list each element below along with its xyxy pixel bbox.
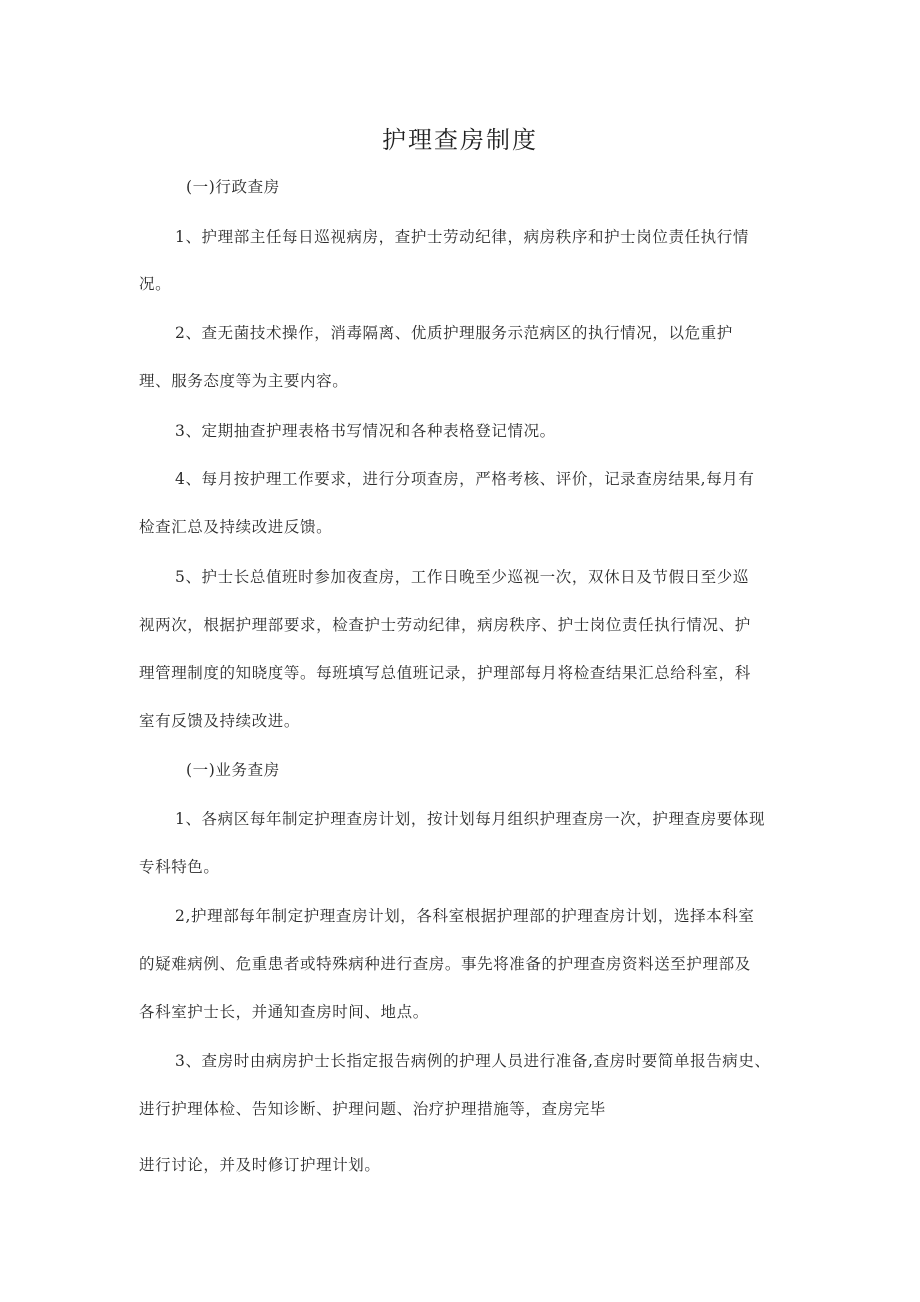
paragraph-line: 2、查无菌技术操作，消毒隔离、优质护理服务示范病区的执行情况，以危重护 bbox=[175, 324, 733, 342]
paragraph-line: 3、定期抽查护理表格书写情况和各种表格登记情况。 bbox=[175, 422, 556, 440]
paragraph-line: 理管理制度的知晓度等。每班填写总值班记录，护理部每月将检查结果汇总给科室，科 bbox=[139, 664, 751, 682]
paragraph-line: 况。 bbox=[139, 275, 172, 293]
paragraph-line: 3、查房时由病房护士长指定报告病例的护理人员进行准备,查房时要简单报告病史、 bbox=[175, 1052, 771, 1070]
paragraph-line: 进行护理体检、告知诊断、护理问题、治疗护理措施等，查房完毕 bbox=[139, 1100, 606, 1118]
document-title: 护理查房制度 bbox=[382, 126, 538, 154]
paragraph-line: 4、每月按护理工作要求，进行分项查房，严格考核、评价，记录查房结果,每月有 bbox=[175, 470, 755, 488]
paragraph-line: 检查汇总及持续改进反馈。 bbox=[139, 518, 333, 536]
paragraph-line: 各科室护士长，并通知查房时间、地点。 bbox=[139, 1003, 429, 1021]
section-heading-admin: (一)行政查房 bbox=[186, 178, 280, 196]
paragraph-line: 室有反馈及持续改进。 bbox=[139, 712, 301, 730]
section-heading-clinical: (一)业务查房 bbox=[186, 761, 280, 779]
paragraph-line: 视两次，根据护理部要求，检查护士劳动纪律，病房秩序、护士岗位责任执行情况、护 bbox=[139, 616, 751, 634]
paragraph-line: 理、服务态度等为主要内容。 bbox=[139, 372, 349, 390]
paragraph-line: 5、护士长总值班时参加夜查房，工作日晚至少巡视一次，双休日及节假日至少巡 bbox=[175, 568, 749, 586]
paragraph-line: 2,护理部每年制定护理查房计划，各科室根据护理部的护理查房计划，选择本科室 bbox=[175, 907, 755, 925]
paragraph-line: 的疑难病例、危重患者或特殊病种进行查房。事先将准备的护理查房资料送至护理部及 bbox=[139, 955, 751, 973]
paragraph-line: 1、各病区每年制定护理查房计划，按计划每月组织护理查房一次，护理查房要体现 bbox=[175, 810, 766, 828]
paragraph-line: 进行讨论，并及时修订护理计划。 bbox=[139, 1156, 381, 1174]
paragraph-line: 专科特色。 bbox=[139, 858, 220, 876]
paragraph-line: 1、护理部主任每日巡视病房，查护士劳动纪律，病房秩序和护士岗位责任执行情 bbox=[175, 228, 749, 246]
